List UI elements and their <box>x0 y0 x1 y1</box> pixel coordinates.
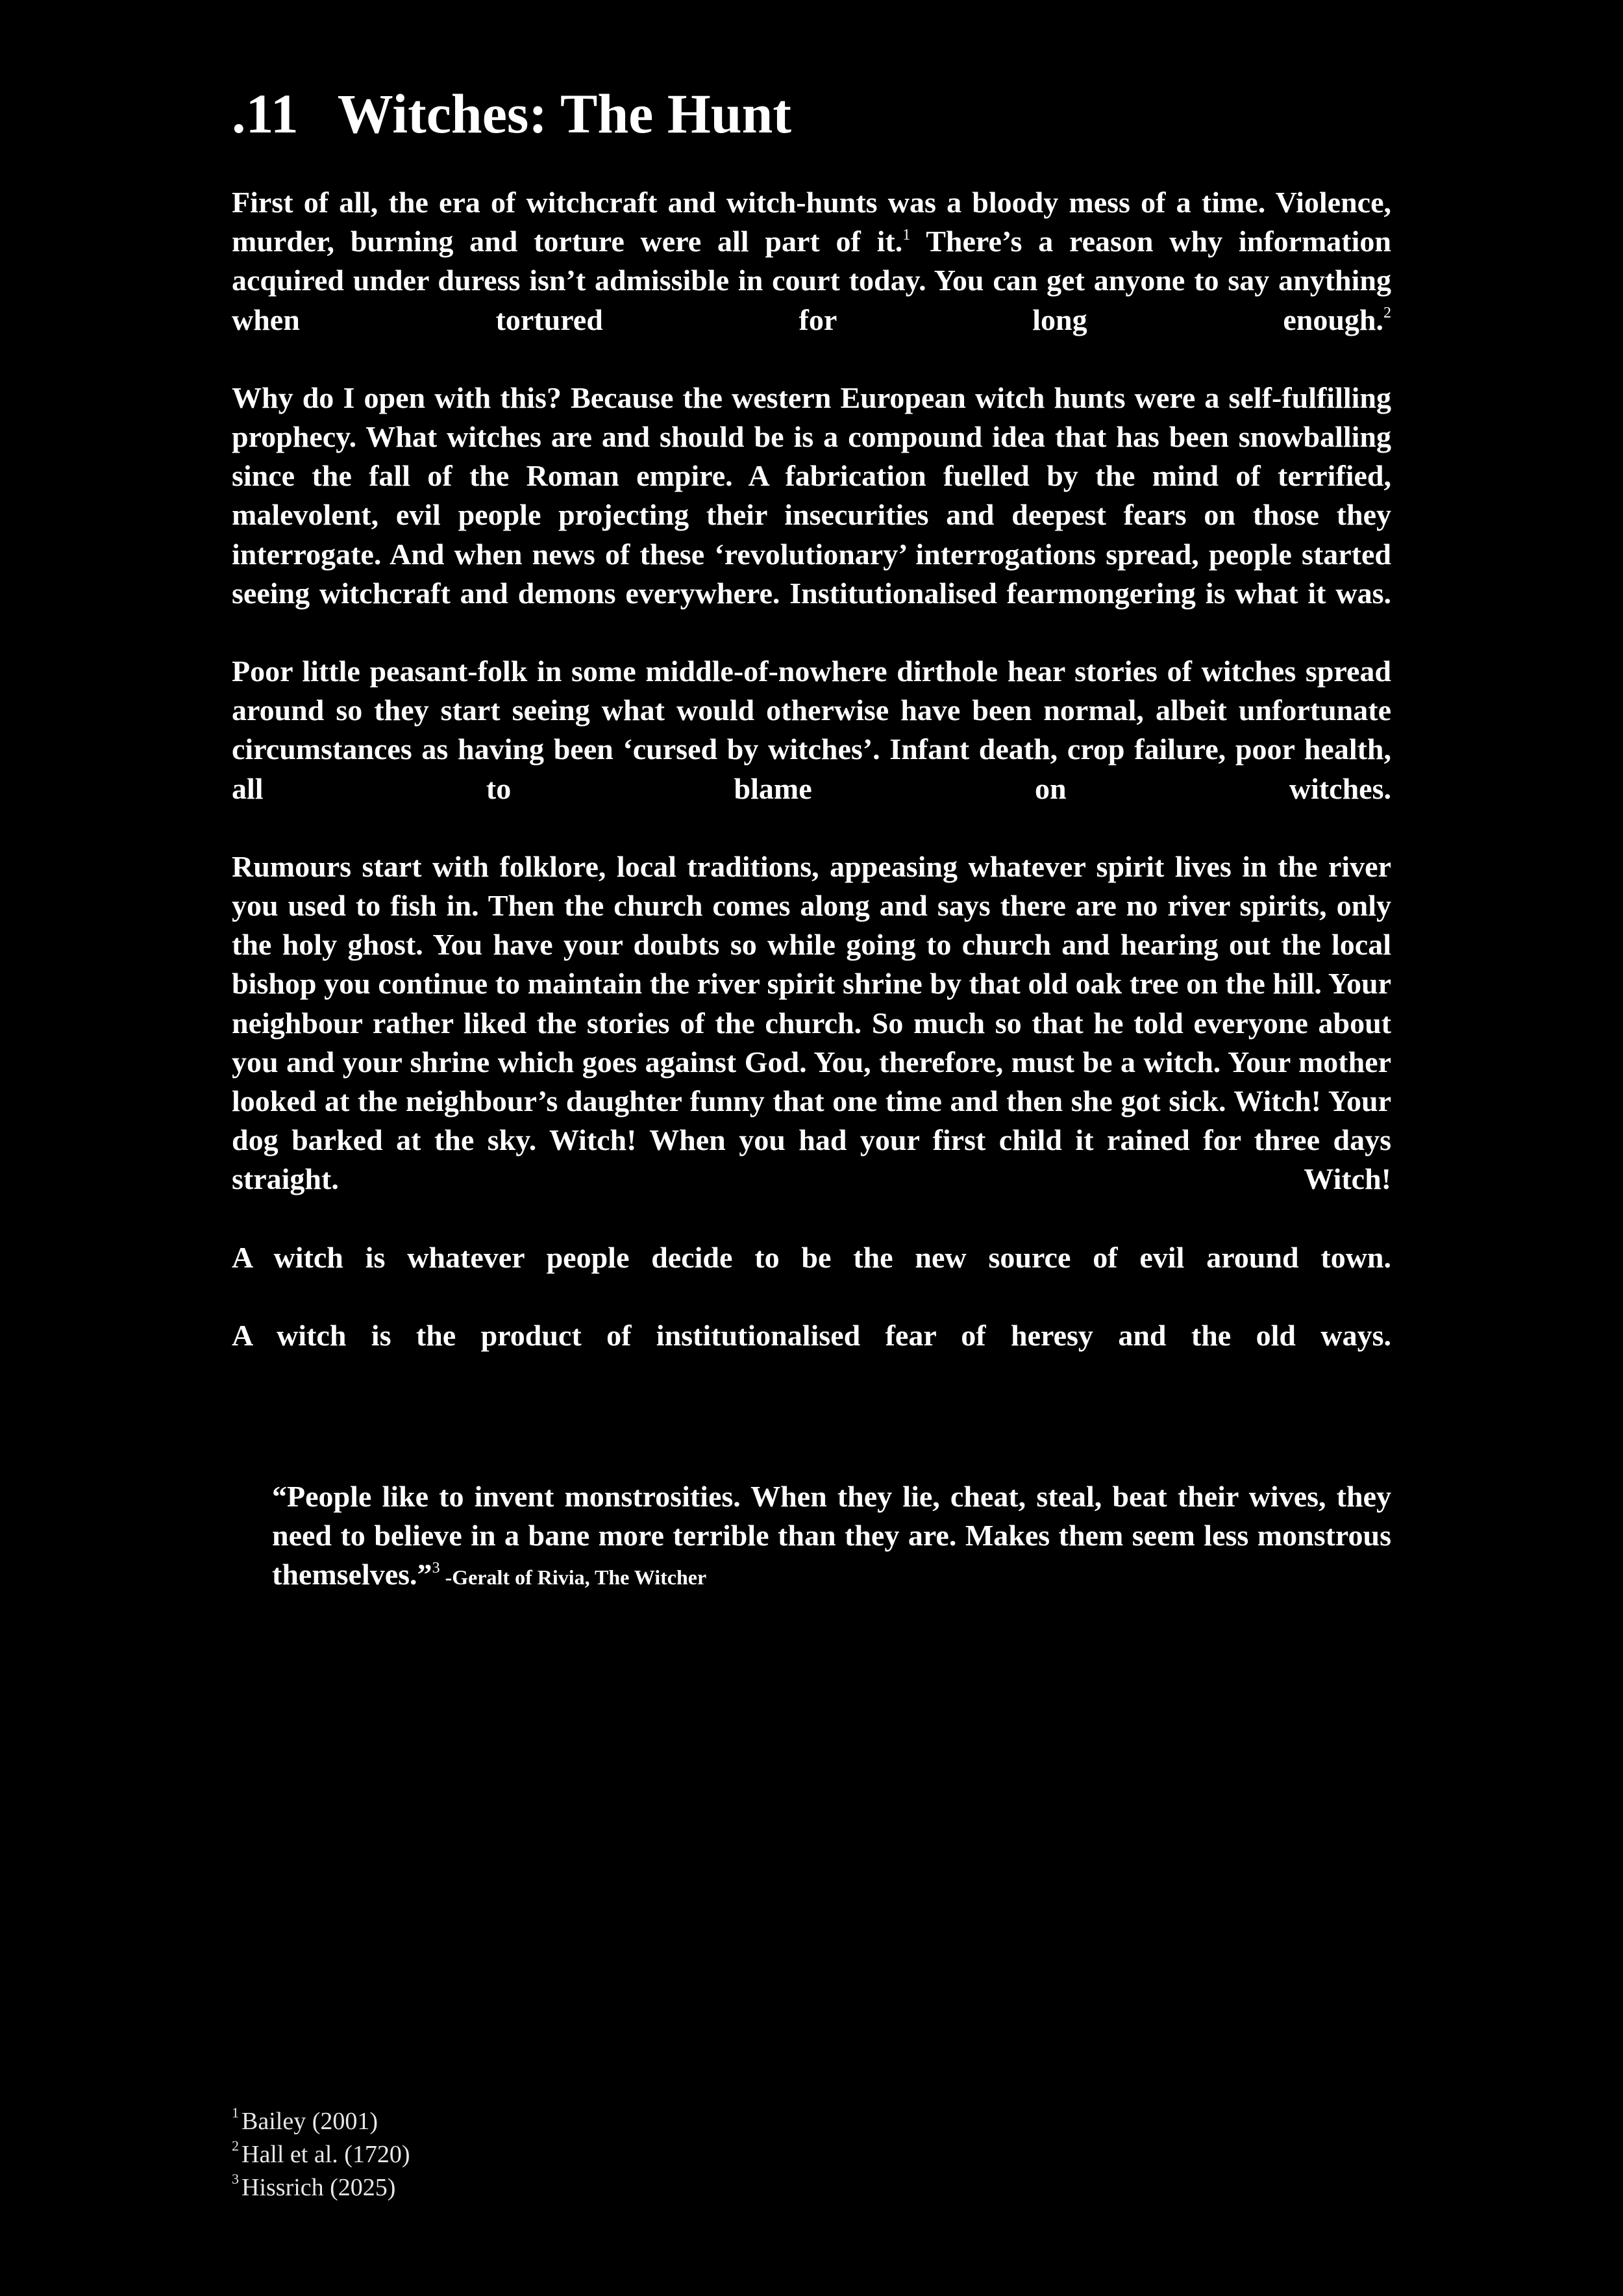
footnote-text: Hissrich (2025) <box>242 2174 396 2201</box>
paragraph-intro <box>232 183 1391 340</box>
footnote-mark: 1 <box>232 2104 239 2121</box>
footnote-text: Bailey (2001) <box>242 2108 378 2135</box>
footnote-item <box>232 2105 410 2138</box>
paragraph-witch-definition-2: A witch is the product of institutionalised fear of heresy and the old ways. <box>232 1318 1391 1352</box>
paragraph-prophecy: Why do I open with this? Because the western European witch hunts were a self-fulfilling prophecy. What witches are and should be is a compound idea that has been snowballing since the fall of the Roman empire. A fabrication fuelled by the mind of terrified, malevolent, evil people projecting their insecurities and deepest fears on those they interrogate. And when news of these ‘revolutionary’ interrogations spread, people started seeing witchcraft and demons everywhere. Institutionalised fearmongering is what it was. <box>232 381 1391 610</box>
page-title <box>232 83 791 145</box>
section-number: .11 <box>232 82 299 145</box>
footnote-item <box>232 2171 410 2204</box>
block-quote <box>272 1477 1391 1597</box>
footnote-ref-3: 3 <box>432 1560 440 1577</box>
paragraph-rumours: Rumours start with folklore, local traditions, appeasing whatever spirit lives in the river you used to fish in. Then the church comes along and says there are no river spirits, only the holy ghost. You have your doubts so while going to church and hearing out the local bishop you continue to maintain the river spirit shrine by that old oak tree on the hill. Your neighbour rather liked the stories of the church. So much so that he told everyone about you and your shrine which goes against God. You, therefore, must be a witch. Your mother looked at the neighbour’s daughter funny that one time and then she got sick. Witch! Your dog barked at the sky. Witch! When you had your first child it rained for three days straight. Witch! <box>232 849 1391 1196</box>
footnote-item <box>232 2138 410 2171</box>
footnote-mark: 2 <box>232 2138 239 2154</box>
footnotes <box>232 2105 410 2204</box>
footnote-mark: 3 <box>232 2171 239 2188</box>
paragraph-peasants: Poor little peasant-folk in some middle-of-nowhere dirthole hear stories of witches spread around so they start seeing what would otherwise have been normal, albeit unfortunate circumstances as having been ‘cursed by witches’. Infant death, crop failure, poor health, all to blame on witches. <box>232 655 1391 805</box>
quote-text: “People like to invent monstrosities. When they lie, cheat, steal, beat their wives, they need to believe in a bane more terrible than they are. Makes them seem less monstrous themselves.” <box>272 1480 1391 1591</box>
body-text <box>232 183 1391 1394</box>
quote-attribution: -Geralt of Rivia, The Witcher <box>445 1566 707 1590</box>
footnote-ref-1: 1 <box>902 226 911 243</box>
document-page <box>232 0 1391 2296</box>
paragraph-witch-definition-1: A witch is whatever people decide to be the new source of evil around town. <box>232 1240 1391 1274</box>
footnote-text: Hall et al. (1720) <box>242 2141 410 2168</box>
section-title: Witches: The Hunt <box>337 82 792 145</box>
footnote-ref-2: 2 <box>1383 305 1391 322</box>
paragraph-intro-text-b: There’s a reason why information acquired under duress isn’t admissible in court today. You can get anyone to say anything when tortured for long enough. <box>232 225 1391 336</box>
paragraph-intro-text-a: First of all, the era of witchcraft and witch-hunts was a bloody mess of a time. Violence, murder, burning and torture were all part of it. <box>232 186 1391 258</box>
